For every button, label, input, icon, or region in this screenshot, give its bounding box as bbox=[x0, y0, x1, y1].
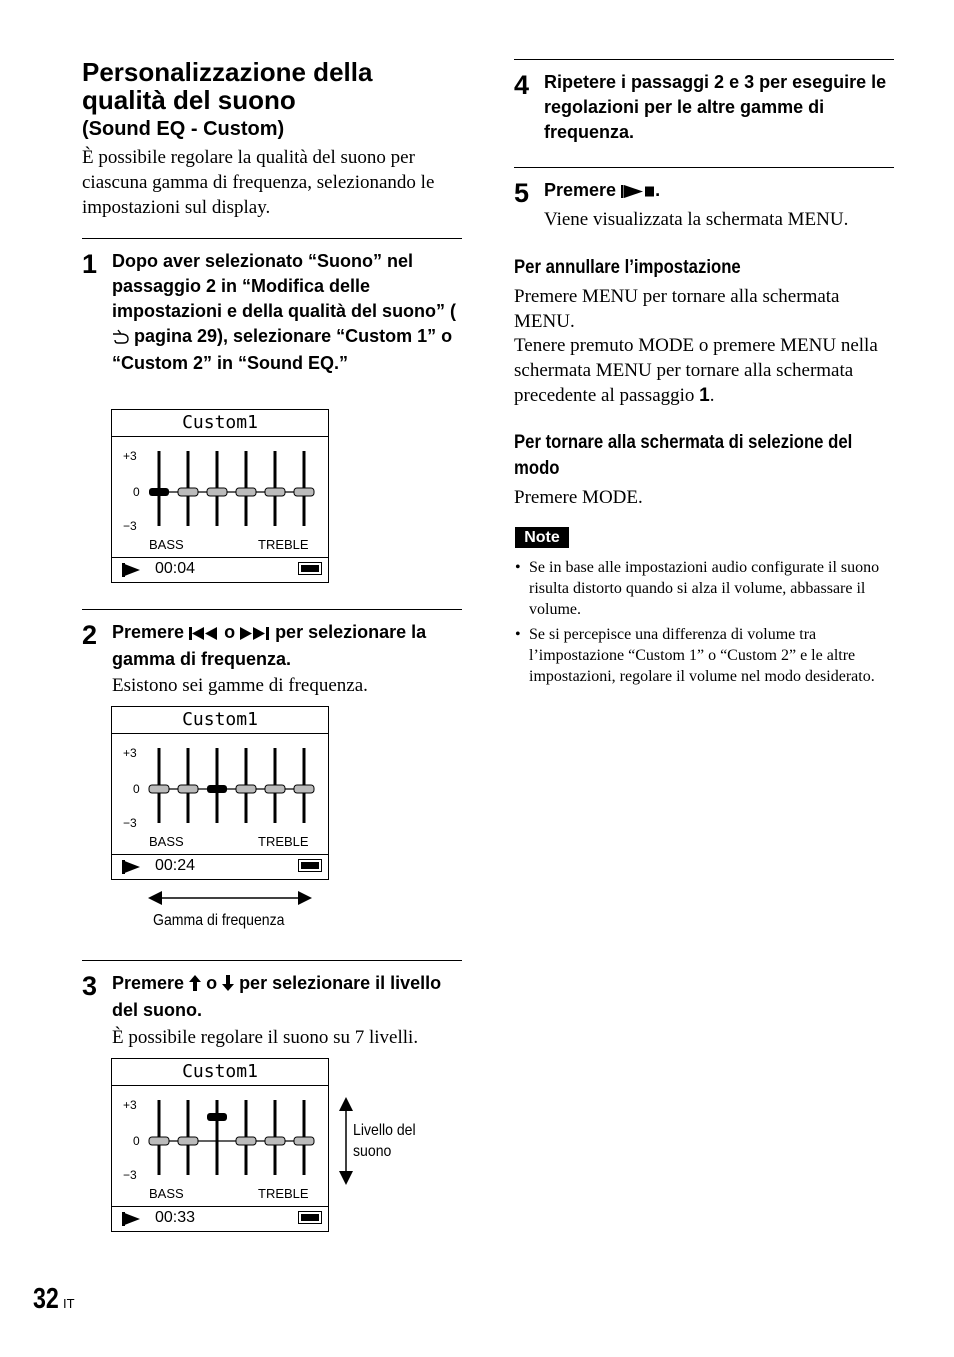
slider-knob bbox=[294, 1137, 314, 1145]
cancel-heading: Per annullare l’impostazione bbox=[514, 257, 741, 278]
slider-knob bbox=[236, 1137, 256, 1145]
eq-screen-1 bbox=[111, 409, 329, 583]
battery-icon bbox=[298, 1211, 322, 1224]
slider-knob bbox=[236, 488, 256, 496]
elapsed-time: 00:04 bbox=[155, 560, 196, 577]
level-plus-label: +3 bbox=[123, 449, 137, 463]
slider-knob bbox=[149, 1137, 169, 1145]
screen-status-bar bbox=[112, 854, 328, 879]
sound-level-caption: Livello del suono bbox=[353, 1122, 416, 1160]
page-number: 32 bbox=[33, 1283, 59, 1315]
slider-knob-selected bbox=[207, 785, 227, 793]
previous-track-icon bbox=[189, 622, 219, 647]
treble-label: TREBLE bbox=[258, 834, 309, 849]
page-language: IT bbox=[63, 1296, 75, 1311]
step-5-body: Viene visualizzata la schermata MENU. bbox=[544, 209, 849, 230]
intro-text: È possibile regolare la qualità del suono per ciascuna gamma di frequenza, selezionando le impostazioni sul display. bbox=[82, 147, 435, 218]
elapsed-time: 00:33 bbox=[155, 1209, 196, 1226]
page-title: Personalizzazione della qualità del suono bbox=[82, 57, 373, 115]
divider bbox=[514, 167, 894, 168]
step-3-body: È possibile regolare il suono su 7 livelli. bbox=[112, 1027, 419, 1048]
elapsed-time: 00:24 bbox=[155, 857, 196, 874]
frequency-range-caption: Gamma di frequenza bbox=[153, 912, 285, 929]
slider-knob-selected bbox=[207, 1113, 227, 1121]
step-2-text: Premere o per selezionare la gamma di frequenza. bbox=[112, 622, 427, 669]
divider bbox=[514, 59, 894, 60]
level-minus-label: −3 bbox=[123, 519, 137, 533]
slider-knob bbox=[294, 785, 314, 793]
battery-icon bbox=[298, 562, 322, 575]
divider bbox=[82, 960, 462, 961]
mode-return-heading: Per tornare alla schermata di selezione del modo bbox=[514, 432, 853, 479]
divider bbox=[82, 238, 462, 239]
play-icon bbox=[122, 563, 140, 577]
step-5-text: Premere . bbox=[544, 178, 889, 205]
slider-knob-selected bbox=[149, 488, 169, 496]
screen-status-bar bbox=[112, 1206, 328, 1231]
eq-sliders bbox=[112, 436, 330, 536]
step-3-text: Premere o per selezionare il livello del suono. bbox=[112, 973, 442, 1020]
level-zero-label: 0 bbox=[133, 782, 140, 796]
frequency-range-arrow bbox=[148, 888, 312, 908]
page-ref-icon bbox=[112, 326, 129, 351]
treble-label: TREBLE bbox=[258, 1186, 309, 1201]
step-1-number: 1 bbox=[82, 249, 98, 279]
level-plus-label: +3 bbox=[123, 1098, 137, 1112]
treble-label: TREBLE bbox=[258, 537, 309, 552]
slider-knob bbox=[178, 488, 198, 496]
level-minus-label: −3 bbox=[123, 816, 137, 830]
cancel-text-1: Premere MENU per tornare alla schermata MENU. bbox=[514, 286, 840, 332]
next-track-icon bbox=[240, 622, 270, 647]
bass-label: BASS bbox=[149, 1186, 184, 1201]
step-4-text: Ripetere i passaggi 2 e 3 per eseguire le regolazioni per le altre gamme di frequenza. bbox=[544, 72, 887, 142]
play-icon bbox=[122, 1212, 140, 1226]
screen-title: Custom1 bbox=[112, 1059, 328, 1086]
screen-status-bar bbox=[112, 557, 328, 582]
step-5-number: 5 bbox=[514, 178, 530, 208]
play-stop-icon bbox=[621, 180, 655, 205]
eq-screen-2 bbox=[111, 706, 329, 880]
bass-label: BASS bbox=[149, 834, 184, 849]
bass-label: BASS bbox=[149, 537, 184, 552]
eq-sliders bbox=[112, 733, 330, 833]
note-item: • Se in base alle impostazioni audio configurate il suono risulta distorto quando si alza il volume, abbassare il volume. bbox=[515, 557, 880, 620]
slider-knob bbox=[207, 488, 227, 496]
level-zero-label: 0 bbox=[133, 1134, 140, 1148]
play-icon bbox=[122, 860, 140, 874]
step-2-number: 2 bbox=[82, 620, 98, 650]
slider-knob bbox=[149, 785, 169, 793]
cancel-text-2: Tenere premuto MODE o premere MENU nella schermata MENU per tornare alla schermata precedente al passaggio 1. bbox=[514, 335, 878, 406]
screen-title: Custom1 bbox=[112, 707, 328, 734]
up-arrow-icon bbox=[189, 973, 201, 998]
slider-knob bbox=[294, 488, 314, 496]
page-subtitle: (Sound EQ - Custom) bbox=[82, 118, 285, 140]
down-arrow-icon bbox=[222, 973, 234, 998]
screen-title: Custom1 bbox=[112, 410, 328, 437]
step-2-body: Esistono sei gamme di frequenza. bbox=[112, 675, 368, 696]
slider-knob bbox=[178, 1137, 198, 1145]
slider-knob bbox=[265, 1137, 285, 1145]
eq-screen-3 bbox=[111, 1058, 329, 1232]
note-list bbox=[515, 557, 880, 691]
step-1-text: Dopo aver selezionato “Suono” nel passaggio 2 in “Modifica delle impostazioni e della qualità del suono” ( pagina 29), selezionare “Custom 1” o “Custom 2” in “Sound EQ.” bbox=[112, 251, 457, 373]
level-minus-label: −3 bbox=[123, 1168, 137, 1182]
divider bbox=[82, 609, 462, 610]
level-zero-label: 0 bbox=[133, 485, 140, 499]
slider-knob bbox=[236, 785, 256, 793]
note-badge: Note bbox=[515, 527, 569, 548]
eq-sliders bbox=[112, 1085, 330, 1185]
slider-knob bbox=[265, 488, 285, 496]
level-plus-label: +3 bbox=[123, 746, 137, 760]
step-4-number: 4 bbox=[514, 70, 530, 100]
step-3-number: 3 bbox=[82, 971, 98, 1001]
battery-icon bbox=[298, 859, 322, 872]
slider-knob bbox=[265, 785, 285, 793]
note-item: • Se si percepisce una differenza di volume tra l’impostazione “Custom 1” o “Custom 2” e le altre impostazioni, regolare il volume nel modo desiderato. bbox=[515, 624, 880, 687]
mode-return-body: Premere MODE. bbox=[514, 487, 643, 508]
slider-knob bbox=[178, 785, 198, 793]
